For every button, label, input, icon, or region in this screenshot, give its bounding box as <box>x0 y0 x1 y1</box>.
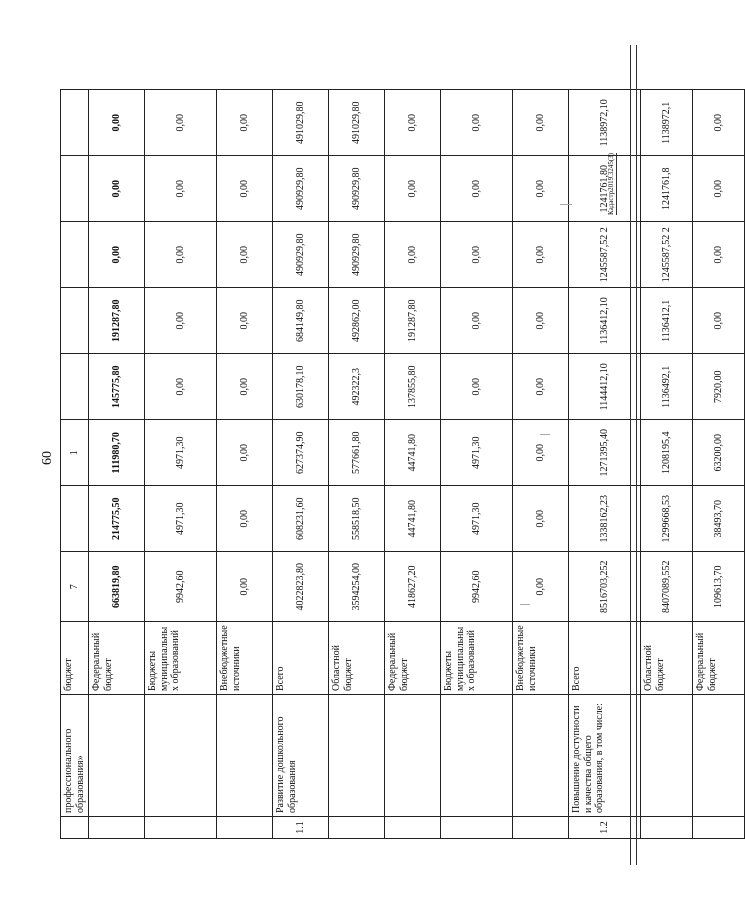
table-row <box>61 90 89 839</box>
value-cell: 0,00 <box>145 222 217 288</box>
table-row <box>217 90 273 839</box>
value-cell: 1136412,1 <box>641 288 693 354</box>
value-cell: 1136492,1 <box>641 354 693 420</box>
program-name-cell <box>693 695 745 817</box>
funding-source-cell: бюджет <box>61 622 89 695</box>
value-cell: 111980,70 <box>89 420 145 486</box>
row-number-cell <box>693 817 745 839</box>
scan-mark <box>520 604 530 605</box>
value-cell: 1 <box>61 420 89 486</box>
value-cell: 7 <box>61 552 89 622</box>
value-cell: 1138972,1 <box>641 90 693 156</box>
value-cell: 490929,80 <box>329 222 385 288</box>
value-cell: 0,00 <box>89 90 145 156</box>
value-cell <box>61 90 89 156</box>
value-cell: 0,00 <box>693 288 745 354</box>
value-cell: 492322,3 <box>329 354 385 420</box>
value-cell: 0,00 <box>217 288 273 354</box>
value-cell: 1299668,53 <box>641 486 693 552</box>
value-cell: 490929,80 <box>329 156 385 222</box>
value-cell: 0,00 <box>693 156 745 222</box>
program-name-cell <box>217 695 273 817</box>
table-row <box>641 90 693 839</box>
margin-rule <box>636 45 637 865</box>
value-cell: 44741,80 <box>385 486 441 552</box>
value-cell: 1208195,4 <box>641 420 693 486</box>
margin-rule <box>630 45 631 865</box>
table-row <box>273 90 329 839</box>
row-number-cell <box>329 817 385 839</box>
value-cell: 1271395,40 <box>569 420 641 486</box>
value-cell: 4971,30 <box>145 486 217 552</box>
value-cell: 0,00 <box>385 90 441 156</box>
program-name-cell <box>441 695 513 817</box>
value-cell: 0,00 <box>217 156 273 222</box>
program-name-cell <box>145 695 217 817</box>
value-cell: 0,00 <box>145 90 217 156</box>
funding-source-cell: Федеральный бюджет <box>89 622 145 695</box>
funding-source-cell: Внебюджетные источники <box>513 622 569 695</box>
value-cell: 0,00 <box>513 222 569 288</box>
value-cell: 490929,80 <box>273 156 329 222</box>
table-row <box>329 90 385 839</box>
row-number-cell <box>441 817 513 839</box>
funding-source-cell: Бюджеты муниципальны х образований <box>441 622 513 695</box>
value-cell: 491029,80 <box>329 90 385 156</box>
value-cell: 8516703,252 <box>569 552 641 622</box>
value-cell: 0,00 <box>217 222 273 288</box>
value-cell: 0,00 <box>385 222 441 288</box>
funding-source-cell: Областной бюджет <box>329 622 385 695</box>
value-cell: 0,00 <box>441 90 513 156</box>
value-cell <box>61 486 89 552</box>
value-cell: 137855,80 <box>385 354 441 420</box>
table-row <box>385 90 441 839</box>
program-name-cell <box>89 695 145 817</box>
value-cell: 663819,80 <box>89 552 145 622</box>
value-cell: 214775,50 <box>89 486 145 552</box>
value-cell: 1241761,80 <box>569 156 641 222</box>
table-row <box>513 90 569 839</box>
program-name-cell <box>385 695 441 817</box>
budget-table <box>60 89 745 839</box>
funding-source-cell: Всего <box>273 622 329 695</box>
table-row <box>89 90 145 839</box>
program-name-cell <box>329 695 385 817</box>
scan-mark <box>560 204 572 205</box>
value-cell: 1245587,52 2 <box>569 222 641 288</box>
value-cell: 1138972,10 <box>569 90 641 156</box>
value-cell: 191287,80 <box>89 288 145 354</box>
table-row <box>693 90 745 839</box>
row-number-cell <box>61 817 89 839</box>
value-cell: 684149,80 <box>273 288 329 354</box>
signature-text: Кадастр2019.3245(3) <box>607 152 615 215</box>
value-cell: 109613,70 <box>693 552 745 622</box>
value-cell <box>61 288 89 354</box>
value-cell: 0,00 <box>513 486 569 552</box>
value-cell: 4971,30 <box>145 420 217 486</box>
value-cell: 0,00 <box>513 354 569 420</box>
value-cell <box>61 222 89 288</box>
program-name-cell <box>513 695 569 817</box>
table-row <box>441 90 513 839</box>
value-cell: 8407089,552 <box>641 552 693 622</box>
value-cell: 38493,70 <box>693 486 745 552</box>
row-number-cell <box>385 817 441 839</box>
value-cell: 4022823,80 <box>273 552 329 622</box>
value-cell: 0,00 <box>693 90 745 156</box>
value-cell: 0,00 <box>513 420 569 486</box>
value-cell: 0,00 <box>145 288 217 354</box>
value-cell: 0,00 <box>217 552 273 622</box>
value-cell: 0,00 <box>217 486 273 552</box>
scan-mark <box>540 434 550 435</box>
value-cell: 0,00 <box>89 222 145 288</box>
value-cell: 0,00 <box>217 90 273 156</box>
value-cell: 0,00 <box>385 156 441 222</box>
program-name-cell: профессионального образования» <box>61 695 89 817</box>
value-cell: 490929,80 <box>273 222 329 288</box>
value-cell: 3594254,00 <box>329 552 385 622</box>
value-cell: 4971,30 <box>441 420 513 486</box>
row-number-cell <box>145 817 217 839</box>
funding-source-cell: Всего <box>569 622 641 695</box>
value-cell: 492862,00 <box>329 288 385 354</box>
value-cell: 0,00 <box>145 354 217 420</box>
funding-source-cell: Внебюджетные источники <box>217 622 273 695</box>
value-cell: 0,00 <box>145 156 217 222</box>
value-cell: 627374,90 <box>273 420 329 486</box>
value-cell: 0,00 <box>441 288 513 354</box>
value-cell: 0,00 <box>217 354 273 420</box>
value-cell: 0,00 <box>217 420 273 486</box>
value-cell: 9942,60 <box>145 552 217 622</box>
program-name-cell <box>641 695 693 817</box>
program-name-cell: Развитие дошкольного образования <box>273 695 329 817</box>
value-cell: 0,00 <box>441 156 513 222</box>
value-cell: 1245587,52 2 <box>641 222 693 288</box>
row-number-cell: 1.1 <box>273 817 329 839</box>
funding-source-cell: Федеральный бюджет <box>385 622 441 695</box>
page-number: 60 <box>40 451 55 465</box>
row-number-cell <box>641 817 693 839</box>
value-cell: 577661,80 <box>329 420 385 486</box>
row-number-cell <box>513 817 569 839</box>
value-cell <box>61 156 89 222</box>
funding-source-cell: Бюджеты муниципальны х образований <box>145 622 217 695</box>
row-number-cell <box>217 817 273 839</box>
value-cell: 7920,00 <box>693 354 745 420</box>
row-number-cell: 1.2 <box>569 817 641 839</box>
value-cell: 608231,60 <box>273 486 329 552</box>
value-cell: 1144412,10 <box>569 354 641 420</box>
value-cell: 0,00 <box>441 222 513 288</box>
row-number-cell <box>89 817 145 839</box>
funding-source-cell: Областной бюджет <box>641 622 693 695</box>
value-cell: 491029,80 <box>273 90 329 156</box>
value-cell: 0,00 <box>89 156 145 222</box>
value-cell: 418627,20 <box>385 552 441 622</box>
value-cell: 0,00 <box>513 156 569 222</box>
value-cell: 4971,30 <box>441 486 513 552</box>
value-cell: 44741,80 <box>385 420 441 486</box>
value-cell: 630178,10 <box>273 354 329 420</box>
value-cell: 145775,80 <box>89 354 145 420</box>
value-cell: 1338162,23 <box>569 486 641 552</box>
funding-source-cell: Федеральный бюджет <box>693 622 745 695</box>
program-name-cell: Повышение доступности и качества общего образования, в том числе: <box>569 695 641 817</box>
value-cell <box>61 354 89 420</box>
value-cell: 0,00 <box>513 288 569 354</box>
value-cell: 0,00 <box>513 90 569 156</box>
value-cell: 0,00 <box>693 222 745 288</box>
value-cell: 558518,50 <box>329 486 385 552</box>
value-cell: 1136412,10 <box>569 288 641 354</box>
value-cell: 191287,80 <box>385 288 441 354</box>
value-cell: 0,00 <box>513 552 569 622</box>
value-cell: 1241761,8 <box>641 156 693 222</box>
value-cell: 63200,00 <box>693 420 745 486</box>
value-cell: 0,00 <box>441 354 513 420</box>
value-cell: 9942,60 <box>441 552 513 622</box>
table-row <box>145 90 217 839</box>
